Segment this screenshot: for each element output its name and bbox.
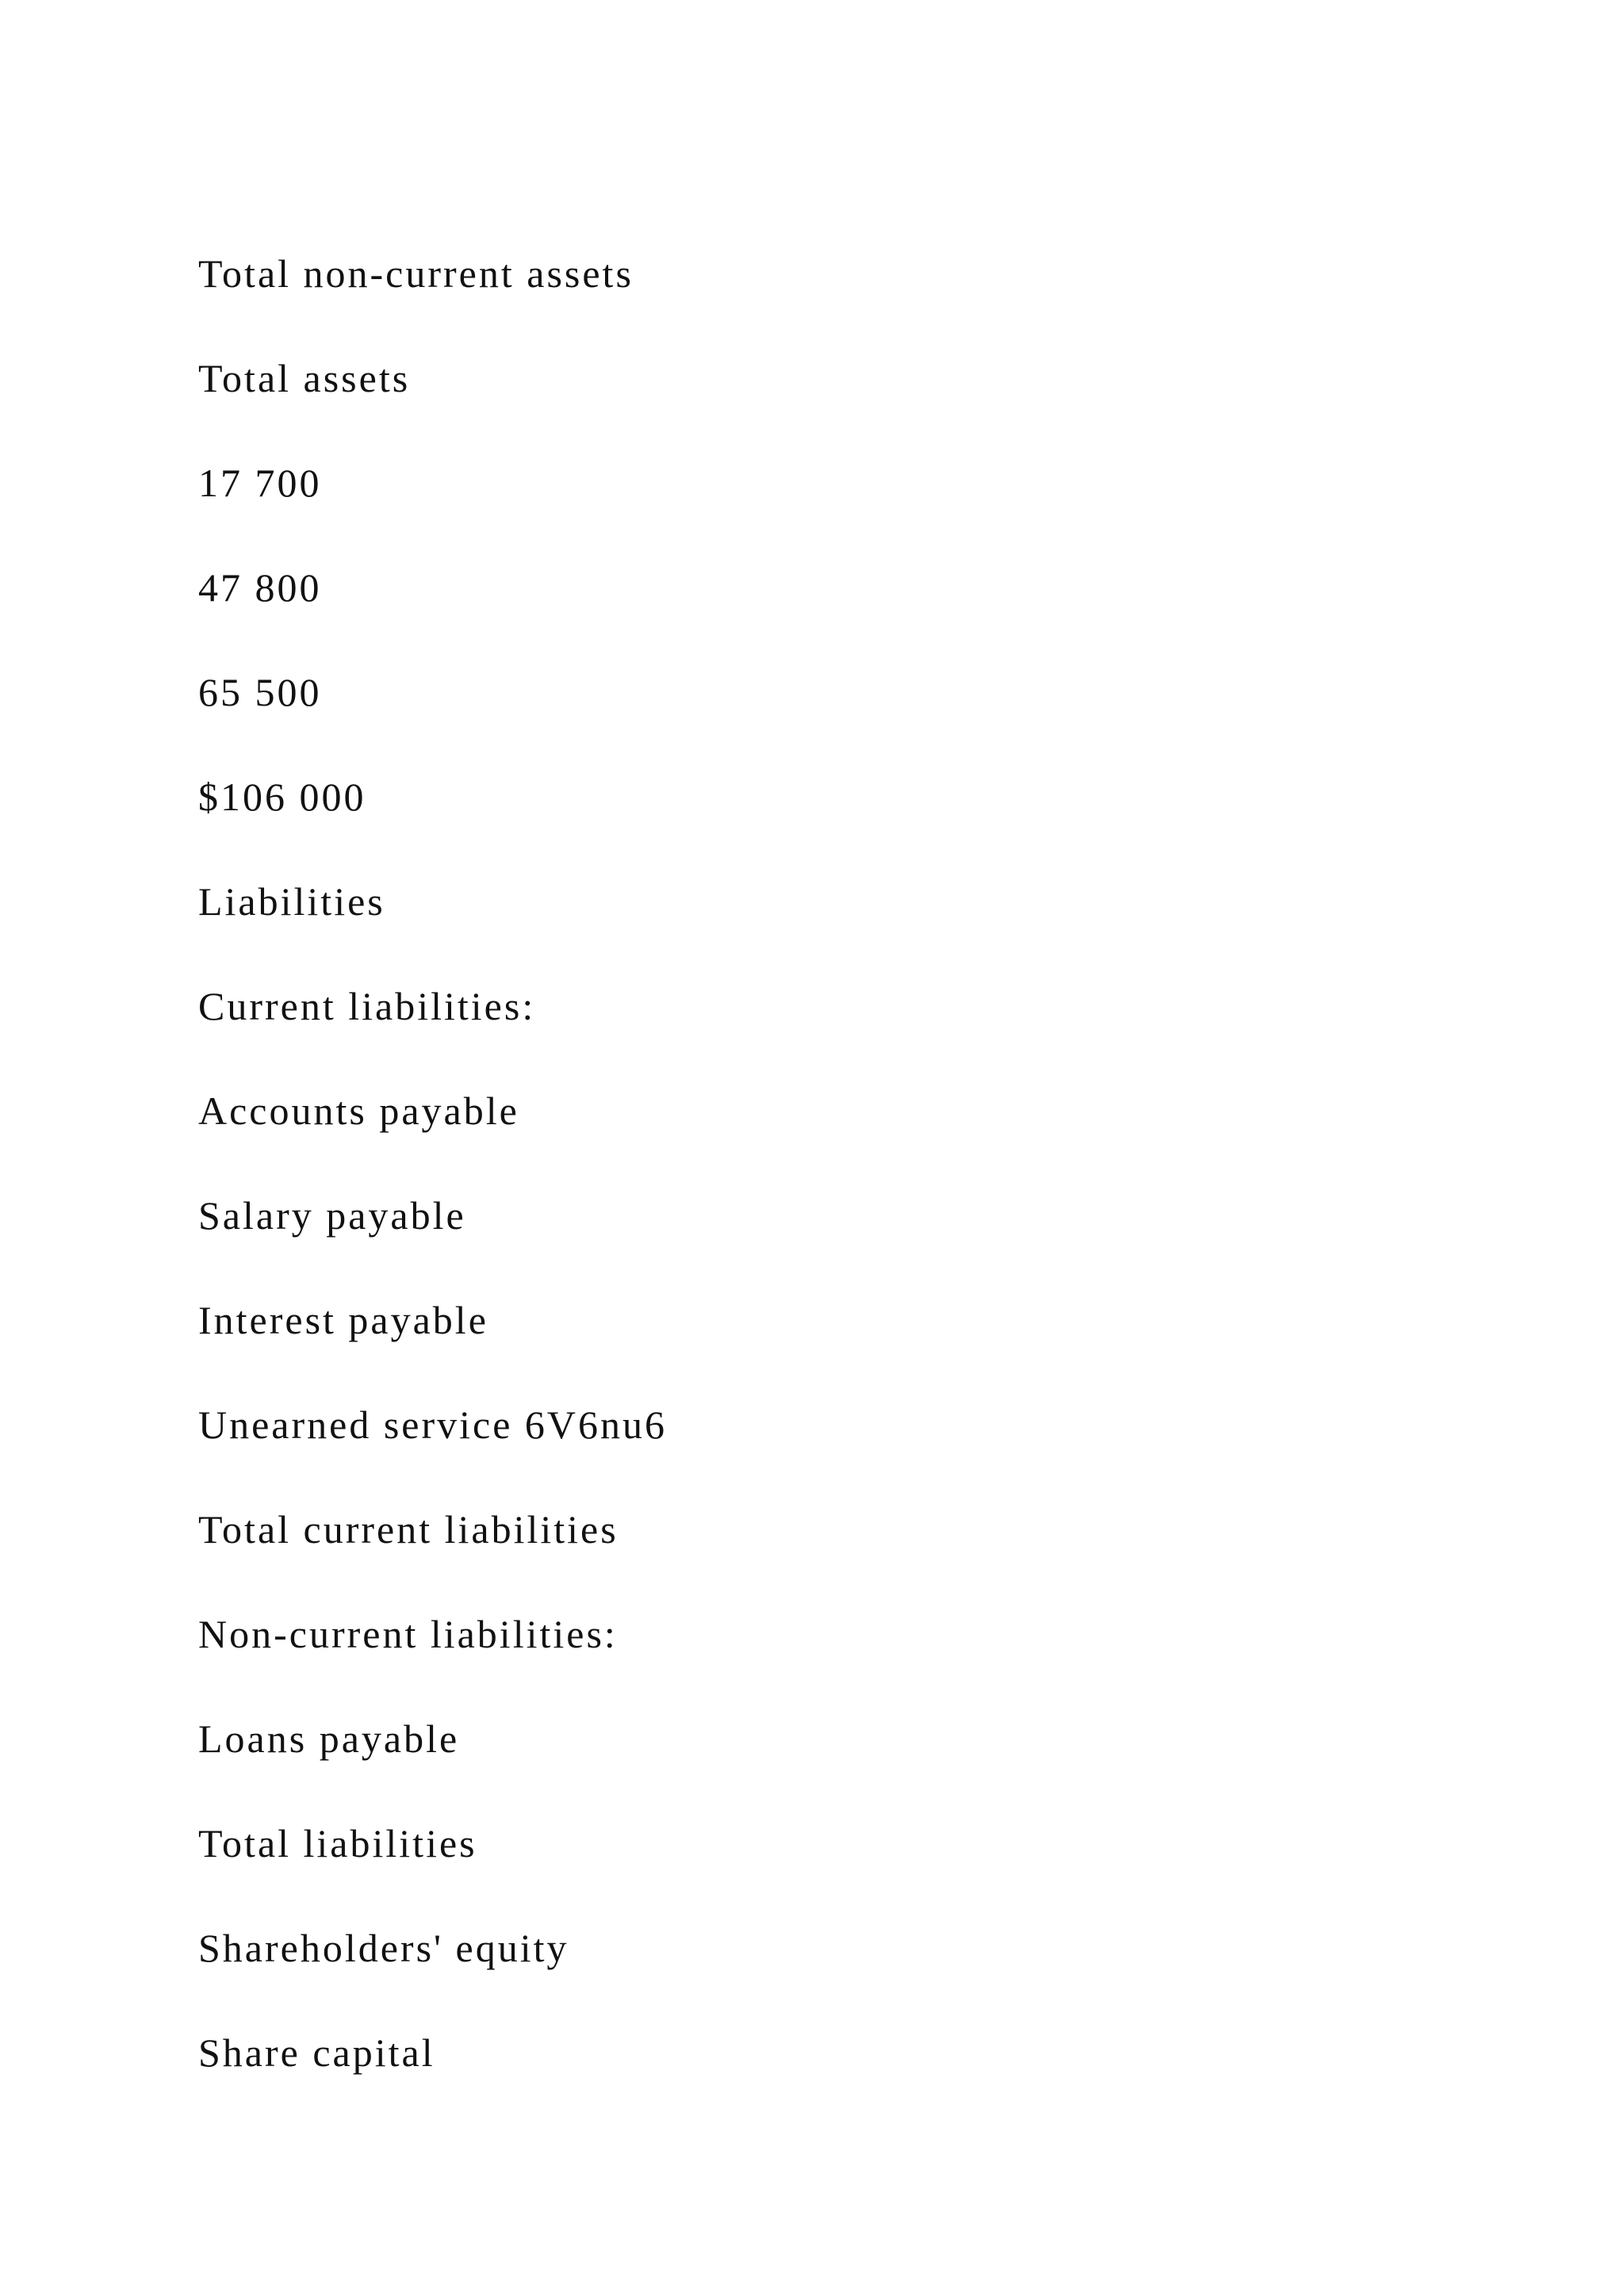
text-line-total-liabilities: Total liabilities <box>198 1821 477 1866</box>
text-line-value-17700: 17 700 <box>198 461 322 505</box>
text-line-accounts-payable: Accounts payable <box>198 1089 519 1133</box>
text-line-loans-payable: Loans payable <box>198 1716 460 1761</box>
text-line-liabilities: Liabilities <box>198 879 385 924</box>
text-line-value-106000: $106 000 <box>198 775 366 819</box>
text-line-interest-payable: Interest payable <box>198 1298 488 1342</box>
text-line-total-current-liabilities: Total current liabilities <box>198 1507 619 1552</box>
text-line-non-current-liabilities: Non-current liabilities: <box>198 1612 618 1656</box>
text-line-total-non-current-assets: Total non-current assets <box>198 251 634 296</box>
text-line-share-capital: Share capital <box>198 2030 435 2075</box>
text-line-unearned-service: Unearned service 6V6nu6 <box>198 1402 668 1447</box>
text-line-value-65500: 65 500 <box>198 670 322 714</box>
text-line-total-assets: Total assets <box>198 356 411 400</box>
document-text-lines <box>198 242 667 2126</box>
text-line-shareholders-equity: Shareholders' equity <box>198 1926 569 1970</box>
text-line-salary-payable: Salary payable <box>198 1193 466 1238</box>
text-line-current-liabilities: Current liabilities: <box>198 984 536 1028</box>
text-line-value-47800: 47 800 <box>198 565 322 610</box>
